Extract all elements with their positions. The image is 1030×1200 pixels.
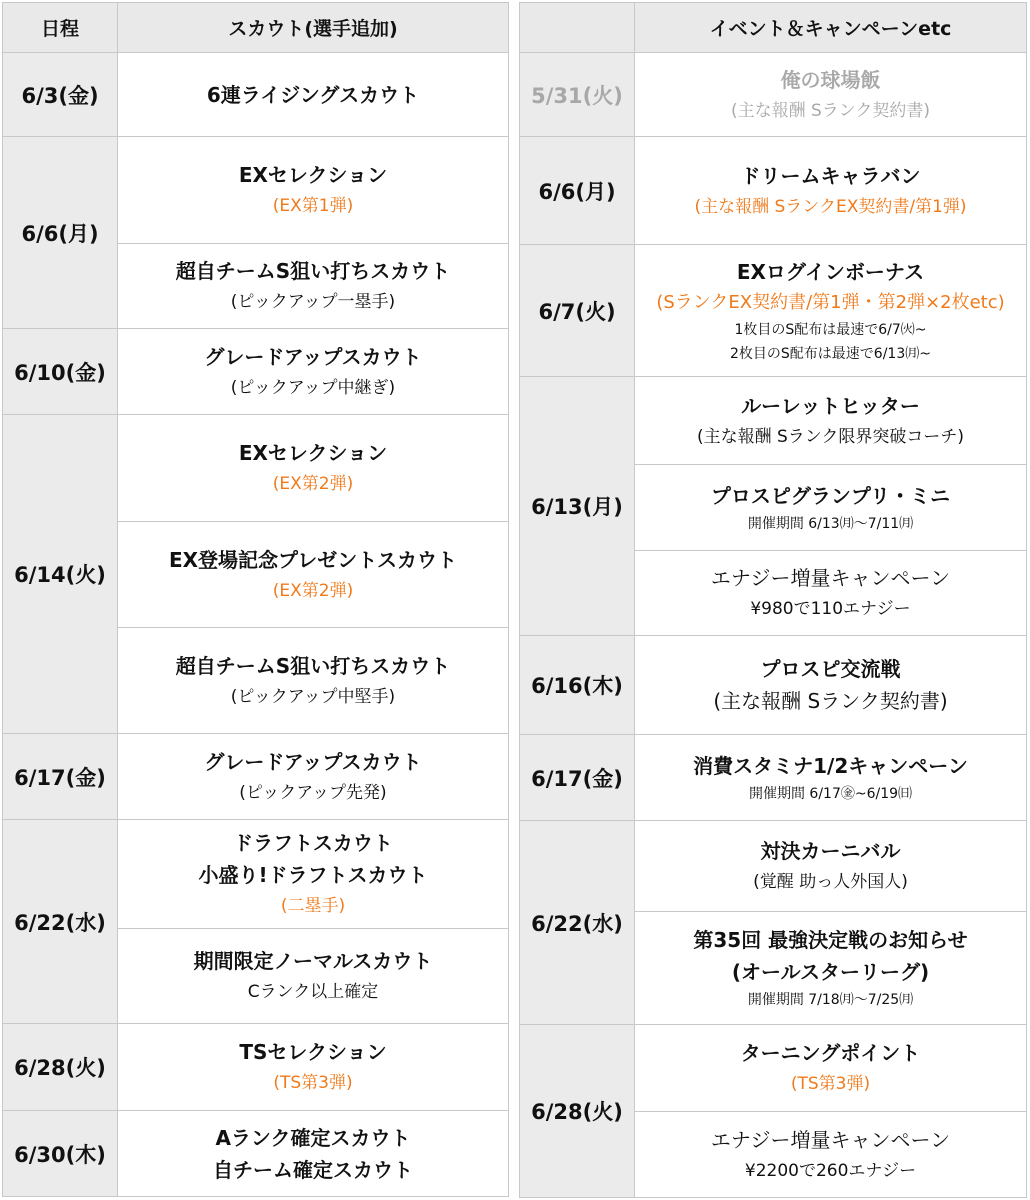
table-row	[3, 137, 509, 244]
scout-subtitle: (EX第2弾)	[272, 580, 354, 601]
date-cell: 6/17(金)	[520, 735, 635, 821]
event-note: 1枚目のS配布は最速で6/7㈫~	[734, 321, 927, 338]
table-row	[520, 735, 1027, 821]
scout-cell	[118, 734, 509, 820]
table-header-row	[3, 3, 509, 53]
table-row	[3, 53, 509, 137]
event-subtitle: (覚醒 助っ人外国人)	[753, 872, 908, 892]
scout-schedule-table	[2, 2, 509, 1197]
scout-subtitle: (ピックアップ一塁手)	[230, 292, 396, 312]
scout-title: 期間限定ノーマルスカウト	[193, 949, 433, 973]
table-row	[3, 1024, 509, 1111]
event-title: 消費スタミナ1/2キャンペーン	[693, 753, 968, 778]
event-subtitle: (主な報酬 SランクEX契約書/第1弾)	[694, 196, 967, 217]
event-title: EXログインボーナス	[736, 259, 925, 284]
scout-subtitle: (二塁手)	[280, 896, 346, 916]
scout-cell	[118, 415, 509, 522]
date-cell: 6/6(月)	[520, 137, 635, 245]
scout-title: TSセレクション	[239, 1040, 387, 1064]
header-date: 日程	[3, 3, 118, 53]
event-title: エナジー増量キャンペーン	[710, 1127, 951, 1152]
scout-title: Aランク確定スカウト	[215, 1125, 411, 1150]
scout-title: グレードアップスカウト	[204, 344, 422, 369]
scout-cell	[118, 1111, 509, 1197]
event-subtitle: (主な報酬 Sランク限界突破コーチ)	[696, 426, 965, 447]
event-title: ドリームキャラバン	[740, 163, 921, 188]
scout-subtitle: (ピックアップ先発)	[239, 782, 387, 803]
event-subtitle: ¥980で110エナジー	[750, 599, 911, 619]
date-cell: 6/16(木)	[520, 636, 635, 735]
date-cell: 6/22(水)	[3, 820, 118, 1024]
event-title: 第35回 最強決定戦のお知らせ	[693, 928, 968, 952]
event-subtitle: (SランクEX契約書/第1弾・第2弾×2枚etc)	[656, 291, 1005, 313]
event-cell	[635, 53, 1027, 137]
table-row	[520, 53, 1027, 137]
header-event: イベント＆キャンペーンetc	[635, 3, 1027, 53]
table-row	[520, 137, 1027, 245]
date-cell: 6/22(水)	[520, 821, 635, 1025]
scout-subtitle: (ピックアップ中堅手)	[230, 686, 396, 707]
event-cell	[635, 821, 1027, 912]
scout-cell	[118, 820, 509, 929]
scout-title: 超自チームS狙い打ちスカウト	[175, 259, 451, 283]
date-cell: 6/13(月)	[520, 377, 635, 636]
scout-cell	[118, 1024, 509, 1111]
event-title: プロスピ交流戦	[760, 657, 901, 681]
date-cell: 6/28(火)	[520, 1025, 635, 1198]
event-note: 開催期間 7/18㈪〜7/25㈪	[747, 992, 914, 1008]
event-subtitle: ¥2200で260エナジー	[744, 1160, 917, 1181]
table-row	[3, 734, 509, 820]
event-cell	[635, 912, 1027, 1025]
table-row	[3, 415, 509, 522]
event-subtitle: (TS第3弾)	[790, 1074, 871, 1094]
header-date	[520, 3, 635, 53]
scout-subtitle: Cランク以上確定	[247, 982, 379, 1002]
scout-title: ドラフトスカウト	[233, 831, 393, 855]
scout-cell	[118, 53, 509, 137]
event-note: 開催期間 6/13㈪〜7/11㈪	[747, 515, 914, 532]
date-cell: 6/17(金)	[3, 734, 118, 820]
table-row	[3, 820, 509, 929]
table-row	[520, 377, 1027, 465]
table-row	[520, 245, 1027, 377]
table-row	[3, 1111, 509, 1197]
scout-cell	[118, 628, 509, 734]
scout-title: グレードアップスカウト	[204, 749, 422, 774]
table-row	[520, 1025, 1027, 1112]
date-cell: 6/30(木)	[3, 1111, 118, 1197]
scout-subtitle: (TS第3弾)	[273, 1073, 353, 1093]
table-row	[520, 821, 1027, 912]
event-note: 開催期間 6/17㊎~6/19㈰	[748, 785, 913, 802]
event-title: エナジー増量キャンペーン	[710, 566, 951, 590]
table-row	[520, 636, 1027, 735]
event-cell	[635, 465, 1027, 551]
scout-subtitle: (EX第1弾)	[272, 196, 354, 216]
event-title: ルーレットヒッター	[741, 393, 920, 418]
event-title: 俺の球場飯	[780, 67, 881, 92]
scout-cell	[118, 329, 509, 415]
scout-title: EXセレクション	[238, 441, 388, 465]
event-cell	[635, 551, 1027, 636]
event-title: プロスピグランプリ・ミニ	[710, 483, 951, 508]
scout-title: EXセレクション	[238, 163, 388, 187]
date-cell: 6/28(火)	[3, 1024, 118, 1111]
scout-cell	[118, 522, 509, 628]
date-cell: 5/31(火)	[520, 53, 635, 137]
header-scout: スカウト(選手追加)	[118, 3, 509, 53]
scout-title: 自チーム確定スカウト	[213, 1157, 413, 1182]
date-cell: 6/14(火)	[3, 415, 118, 734]
scout-title: 超自チームS狙い打ちスカウト	[175, 653, 451, 678]
date-cell: 6/10(金)	[3, 329, 118, 415]
scout-title: 小盛り!ドラフトスカウト	[198, 863, 428, 887]
scout-title: EX登場記念プレゼントスカウト	[168, 547, 458, 572]
event-cell	[635, 377, 1027, 465]
date-cell: 6/6(月)	[3, 137, 118, 329]
event-title: ターニングポイント	[740, 1041, 921, 1065]
scout-title: 6連ライジングスカウト	[206, 82, 420, 107]
event-cell	[635, 245, 1027, 377]
table-header-row	[520, 3, 1027, 53]
event-note: 2枚目のS配布は最速で6/13㈪~	[730, 345, 931, 362]
event-schedule-table	[519, 2, 1027, 1198]
event-cell	[635, 1025, 1027, 1112]
table-row	[3, 329, 509, 415]
event-cell	[635, 636, 1027, 735]
event-title: 対決カーニバル	[760, 839, 901, 863]
date-cell: 6/3(金)	[3, 53, 118, 137]
scout-subtitle: (EX第2弾)	[272, 474, 354, 494]
date-cell: 6/7(火)	[520, 245, 635, 377]
event-title: (オールスターリーグ)	[731, 960, 930, 984]
event-subtitle: (主な報酬 Sランク契約書)	[713, 689, 948, 713]
scout-cell	[118, 137, 509, 244]
event-cell	[635, 137, 1027, 245]
event-cell	[635, 735, 1027, 821]
event-subtitle: (主な報酬 Sランク契約書)	[730, 100, 931, 121]
scout-cell	[118, 244, 509, 329]
event-cell	[635, 1112, 1027, 1198]
scout-subtitle: (ピックアップ中継ぎ)	[230, 377, 396, 398]
scout-cell	[118, 929, 509, 1024]
